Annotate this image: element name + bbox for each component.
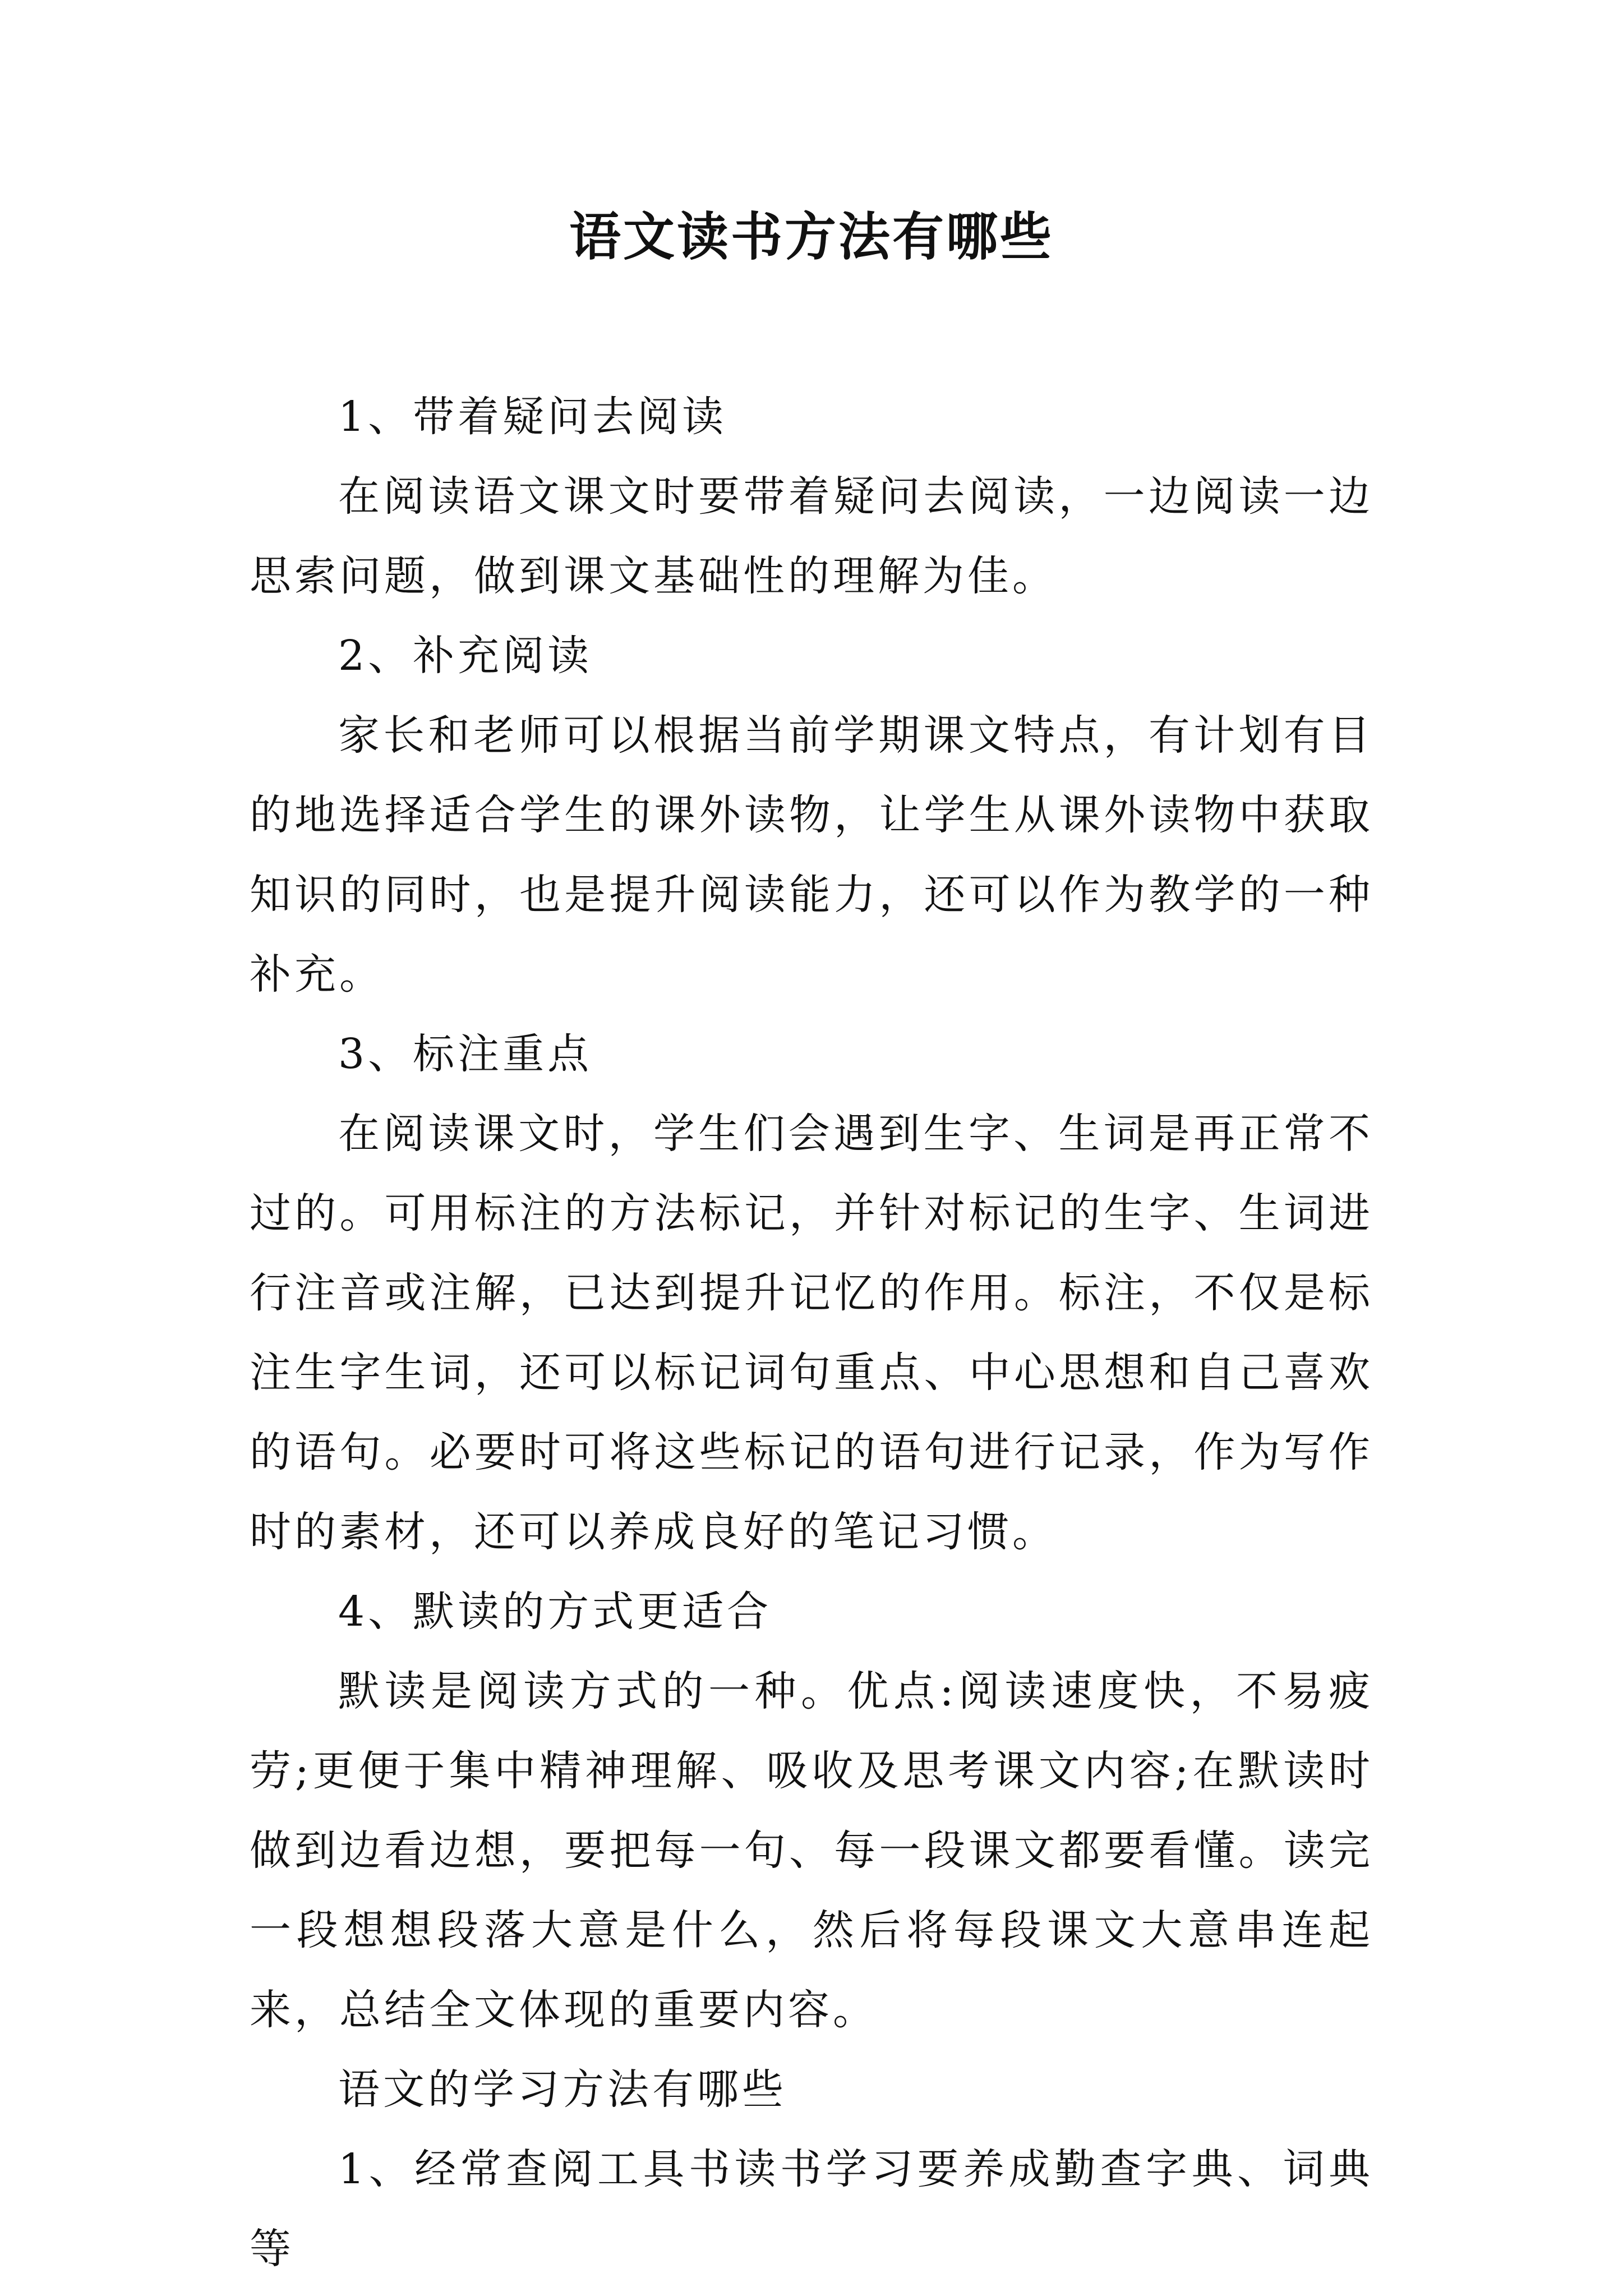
paragraph: 1、经常查阅工具书读书学习要养成勤查字典、词典等 [250,2145,1373,2273]
paragraph: 3、标注重点 [338,1030,593,1078]
paragraph: 语文的学习方法有哪些 [338,2065,787,2114]
paragraph: 1、带着疑问去阅读 [338,393,727,441]
paragraph: 在阅读语文课文时要带着疑问去阅读，一边阅读一边思索问题，做到课文基础性的理解为佳。 [250,472,1373,600]
document-title: 语文读书方法有哪些 [569,206,1054,267]
paragraph: 家长和老师可以根据当前学期课文特点，有计划有目的地选择适合学生的课外读物，让学生从课外读物中获取知识的同时，也是提升阅读能力，还可以作为教学的一种补充。 [250,711,1373,999]
paragraph: 在阅读课文时，学生们会遇到生字、生词是再正常不过的。可用标注的方法标记，并针对标记的生字、生词进行注音或注解，已达到提升记忆的作用。标注，不仅是标注生字生词，还可以标记词句重点、中心思想和自己喜欢的语句。必要时可将这些标记的语句进行记录，作为写作时的素材，还可以养成良好的笔记习惯。 [250,1110,1373,1556]
paragraph: 2、补充阅读 [338,632,593,680]
paragraph: 默读是阅读方式的一种。优点:阅读速度快，不易疲劳;更便于集中精神理解、吸收及思考课文内容;在默读时做到边看边想，要把每一句、每一段课文都要看懂。读完一段想想段落大意是什么，然后将每段课文大意串连起来，总结全文体现的重要内容。 [250,1667,1373,2034]
document-body [250,377,1373,2289]
paragraph: 4、默读的方式更适合 [338,1588,772,1636]
